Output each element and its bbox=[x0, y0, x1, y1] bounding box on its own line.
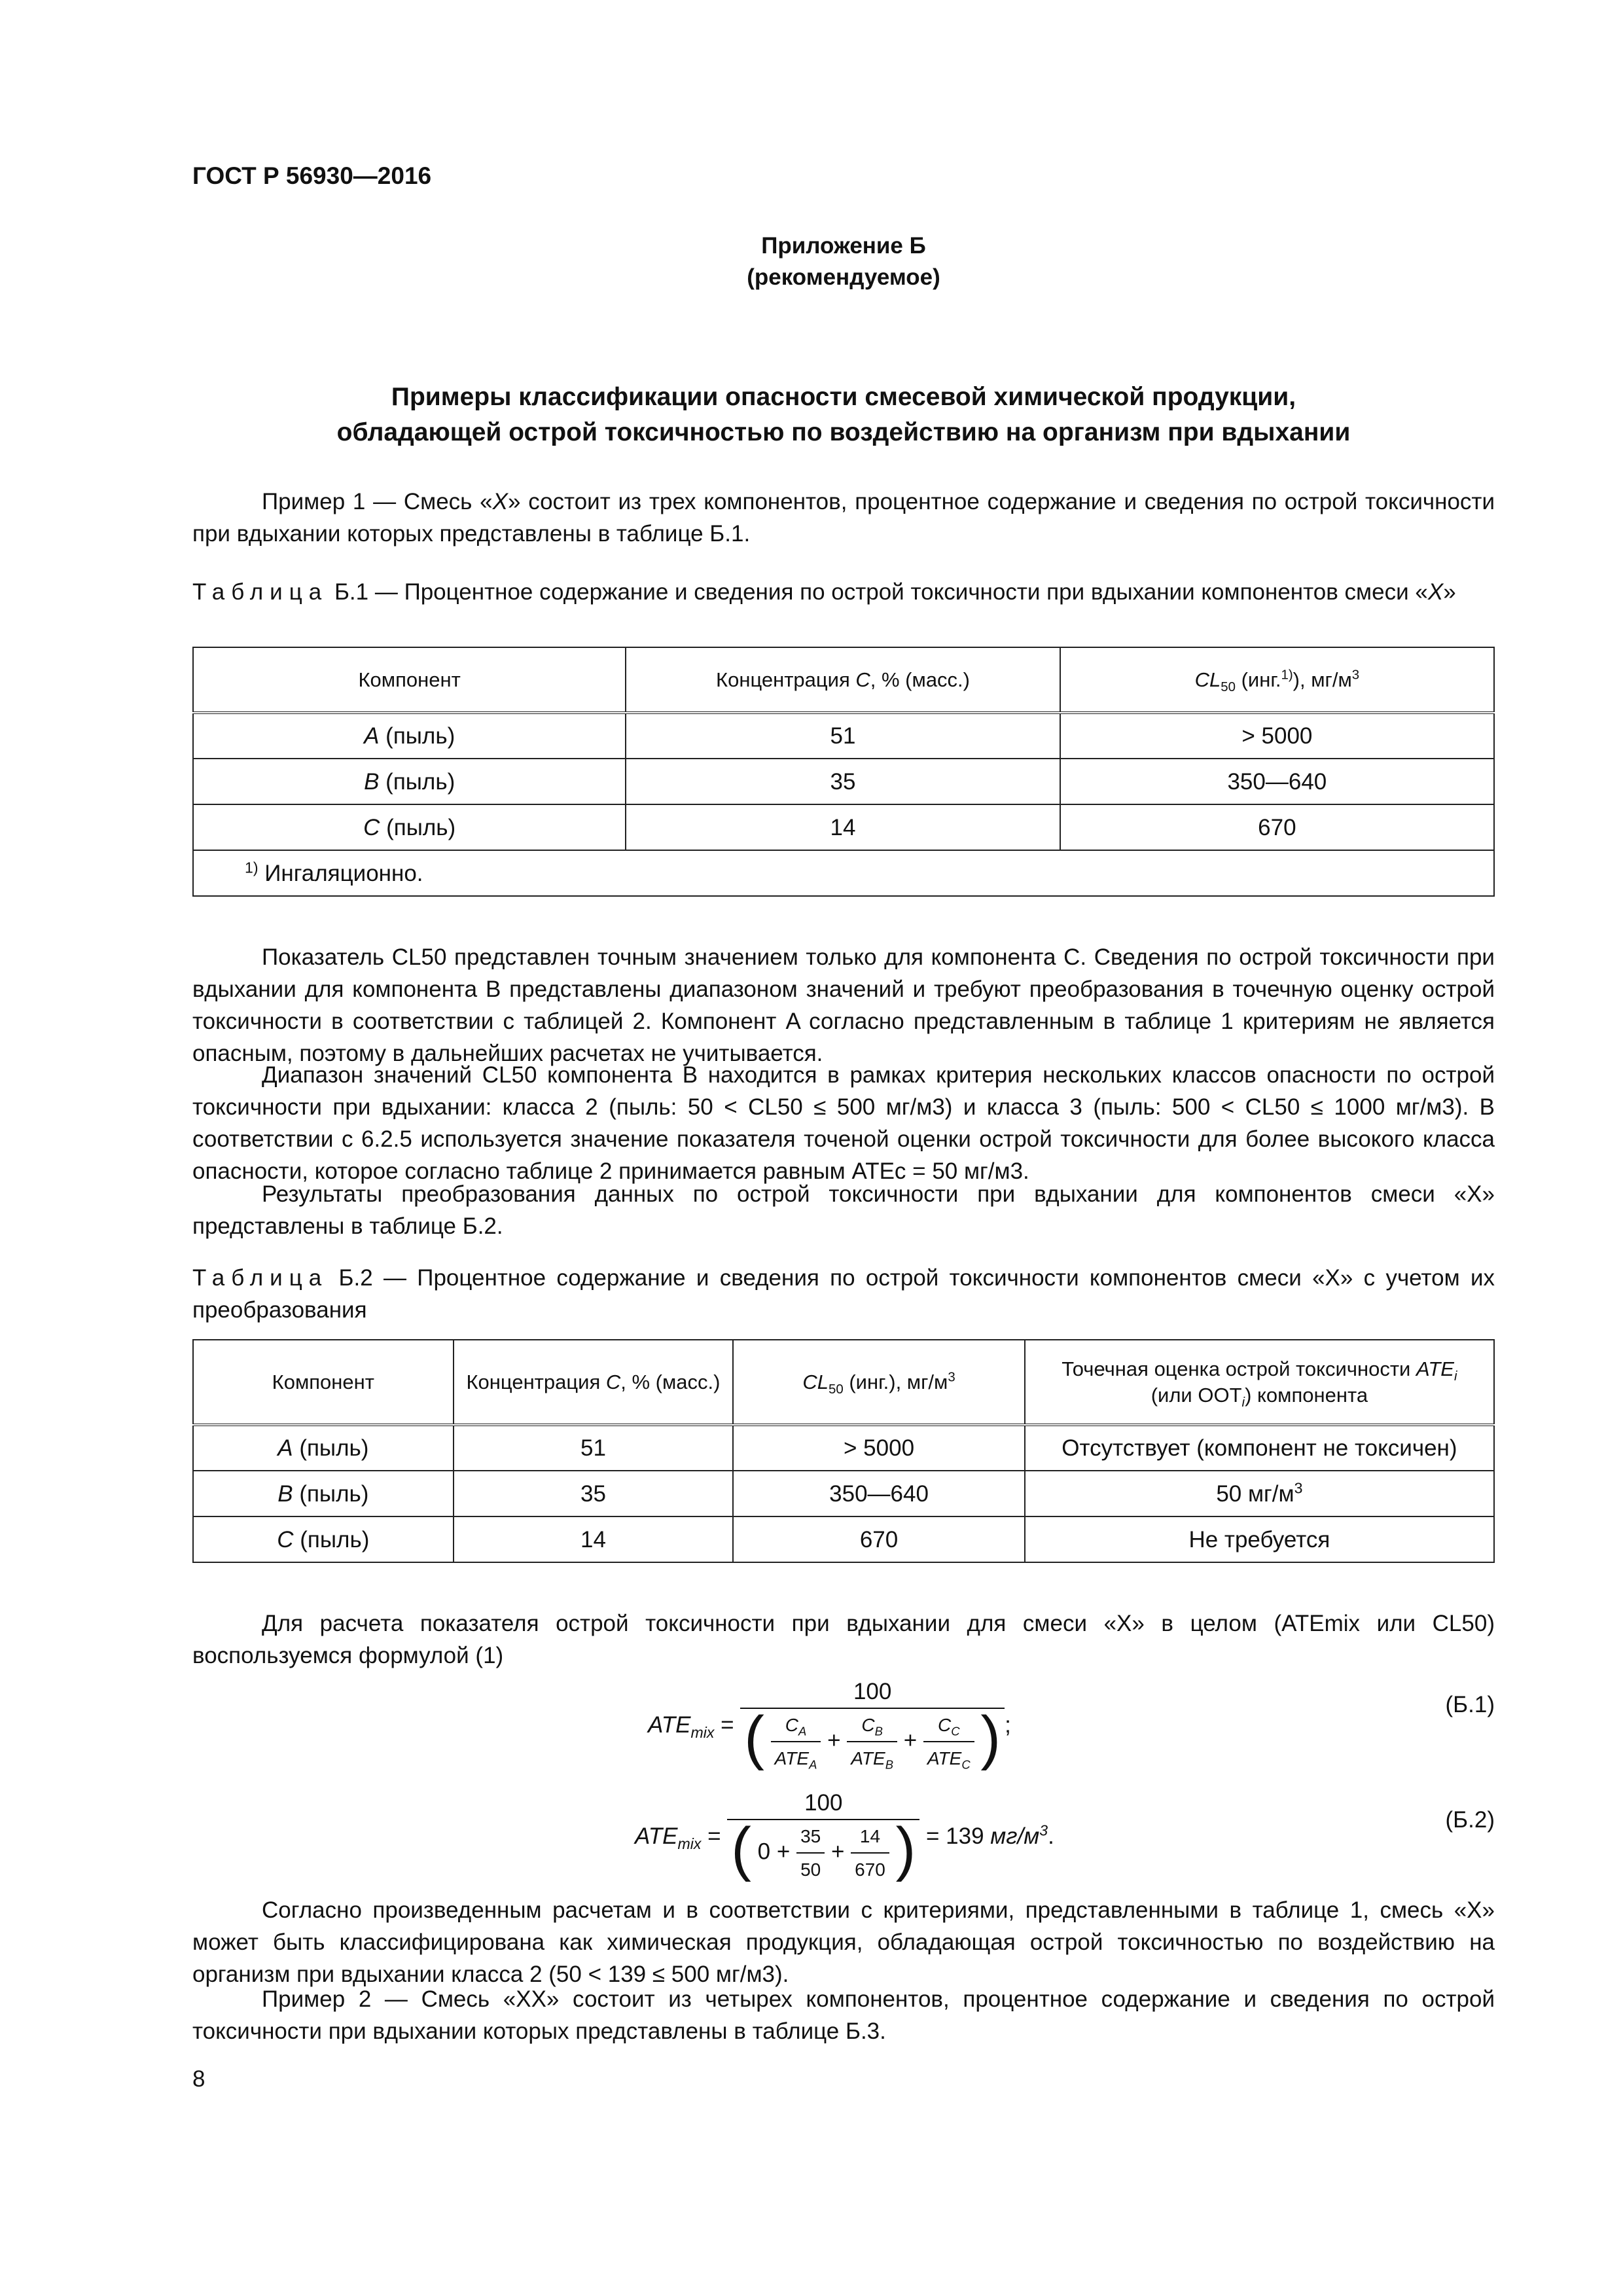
table-row bbox=[193, 804, 1494, 850]
table2-header-ate: Точечная оценка острой токсичности $ATE_i$ (или $ООТ_i$) компонента bbox=[1025, 1340, 1494, 1425]
table2-header-concentration: Концентрация C, % (масс.) bbox=[454, 1340, 734, 1425]
table2 bbox=[192, 1339, 1495, 1563]
table1-header-component: Компонент bbox=[193, 647, 626, 713]
formula-b2-fraction: 100 ( 0 + $\frac{35}{50}$ + $\frac{14}{670}$ ) bbox=[727, 1787, 919, 1886]
formula-b1: $ATE_{mix}$ = 100 ( $\frac{C_A}{ATE_A}$ + $\frac{C_B}{ATE_B}$ + $\frac{C_C}{ATE_C}$ ) ; bbox=[648, 1669, 1011, 1780]
appendix-status: (рекомендуемое) bbox=[747, 264, 940, 290]
formula-b2-result: = 139 $мг/м^3$. bbox=[925, 1821, 1054, 1849]
section-title bbox=[192, 380, 1495, 450]
paragraph-results: Результаты преобразования данных по острой токсичности при вдыхании для компонентов смеси «X» представлены в таблице Б.2. bbox=[192, 1181, 1495, 1239]
paragraph-range: Диапазон значений CL50 компонента B находится в рамках критерия нескольких классов опасности по острой токсичности при вдыхании: класса 2 (пыль: 50 < CL50 ≤ 500 мг/м3) и класса 3 (пыль: 500 < CL50 ≤ 1000 мг/м3). В соответствии с 6.2.5 используется значение показателя точеной оценки острой токсичности для более высокого класса опасности, которое согласно таблице 2 принимается равным ATEc = 50 мг/м3. bbox=[192, 1062, 1495, 1184]
table2-cell-component: A (пыль) bbox=[193, 1425, 454, 1471]
table-row bbox=[193, 759, 1494, 804]
formula-b1-lhs: $ATE_{mix}$ = bbox=[648, 1712, 741, 1741]
table2-cell-concentration: 35 bbox=[454, 1471, 734, 1516]
table2-cell-cl50: 670 bbox=[733, 1516, 1024, 1562]
paragraph-formula-intro: Для расчета показателя острой токсичности при вдыхании для смеси «X» в целом (ATEmix или CL50) воспользуемся формулой (1) bbox=[192, 1611, 1495, 1668]
table2-cell-cl50: > 5000 bbox=[733, 1425, 1024, 1471]
table1-cell-component: C (пыль) bbox=[193, 804, 626, 850]
table2-cell-concentration: 51 bbox=[454, 1425, 734, 1471]
table1-cell-concentration: 35 bbox=[626, 759, 1060, 804]
table1-cell-component: B (пыль) bbox=[193, 759, 626, 804]
page-number: 8 bbox=[192, 2066, 205, 2092]
table2-header-cl50: $CL_{50}$ (инг.), $мг/м^3$ bbox=[733, 1340, 1024, 1425]
table1-header-concentration: Концентрация C, % (масс.) bbox=[626, 647, 1060, 713]
table1-cell-cl50: > 5000 bbox=[1060, 713, 1494, 759]
table1-cell-component: A (пыль) bbox=[193, 713, 626, 759]
formula-b2 bbox=[635, 1787, 1054, 1885]
section-title-line2: обладающей острой токсичностью по воздействию на организм при вдыхании bbox=[336, 418, 1351, 446]
table1 bbox=[192, 647, 1495, 897]
table1-footnote-row bbox=[193, 850, 1494, 896]
table2-cell-cl50: 350—640 bbox=[733, 1471, 1024, 1516]
table-row bbox=[193, 713, 1494, 759]
table2-cell-component: B (пыль) bbox=[193, 1471, 454, 1516]
table1-cell-concentration: 51 bbox=[626, 713, 1060, 759]
appendix-title: Приложение Б bbox=[761, 233, 926, 259]
table1-cell-cl50: 670 bbox=[1060, 804, 1494, 850]
table2-cell-ate: Не требуется bbox=[1025, 1516, 1494, 1562]
formula-b2-number: (Б.2) bbox=[1445, 1807, 1495, 1833]
table1-cell-cl50: 350—640 bbox=[1060, 759, 1494, 804]
table2-cell-ate: 50 $мг/м^3$ bbox=[1025, 1471, 1494, 1516]
formula-b1-number: (Б.1) bbox=[1445, 1692, 1495, 1717]
table-row bbox=[193, 1425, 1494, 1471]
table1-cell-concentration: 14 bbox=[626, 804, 1060, 850]
table1-header-row bbox=[193, 647, 1494, 713]
formula-b2-lhs: $ATE_{mix}$ = bbox=[635, 1823, 728, 1852]
table1-footnote: $^{1)}$ Ингаляционно. bbox=[193, 850, 1494, 896]
formula-b1-fraction: 100 ( $\frac{C_A}{ATE_A}$ + $\frac{C_B}{ATE_B}$ + $\frac{C_C}{ATE_C}$ ) bbox=[740, 1676, 1005, 1774]
table2-cell-ate: Отсутствует (компонент не токсичен) bbox=[1025, 1425, 1494, 1471]
example1-paragraph: Пример 1 — Смесь «X» состоит из трех компонентов, процентное содержание и сведения по острой токсичности при вдыхании которых представлены в таблице Б.1. bbox=[192, 489, 1495, 547]
section-title-line1: Примеры классификации опасности смесевой химической продукции, bbox=[391, 383, 1296, 411]
table-row bbox=[193, 1516, 1494, 1562]
table-row bbox=[193, 1471, 1494, 1516]
example2-paragraph: Пример 2 — Смесь «XX» состоит из четырех компонентов, процентное содержание и сведения по острой токсичности при вдыхании которых представлены в таблице Б.3. bbox=[192, 1986, 1495, 2044]
table2-cell-concentration: 14 bbox=[454, 1516, 734, 1562]
table2-header-component: Компонент bbox=[193, 1340, 454, 1425]
table2-header-row bbox=[193, 1340, 1494, 1425]
document-header: ГОСТ Р 56930—2016 bbox=[192, 162, 432, 189]
paragraph-conclusion: Согласно произведенным расчетам и в соответствии с критериями, представленными в таблице 1, смесь «X» может быть классифицирована как химическая продукция, обладающая острой токсичностью по воздействию на организм при вдыхании класса 2 (50 < 139 ≤ 500 мг/м3). bbox=[192, 1897, 1495, 1987]
paragraph-cl50-precision: Показатель CL50 представлен точным значением только для компонента C. Сведения по острой токсичности при вдыхании для компонента B представлены диапазоном значений и требуют преобразования в точечную оценку острой токсичности в соответствии с таблицей 2. Компонент A согласно представленным в таблице 1 критериям не является опасным, поэтому в дальнейших расчетах не учитывается. bbox=[192, 944, 1495, 1066]
table1-caption: Таблица Б.1 — Процентное содержание и сведения по острой токсичности при вдыхании компонентов смеси «X» bbox=[192, 579, 1456, 605]
table2-cell-component: C (пыль) bbox=[193, 1516, 454, 1562]
table1-header-cl50: $CL_{50}$ (инг.$^{1)}$), $мг/м^3$ bbox=[1060, 647, 1494, 713]
table2-caption: Таблица Б.2 — Процентное содержание и сведения по острой токсичности компонентов смеси «Х» с учетом их преобразования bbox=[192, 1265, 1495, 1323]
appendix-heading bbox=[192, 230, 1495, 293]
